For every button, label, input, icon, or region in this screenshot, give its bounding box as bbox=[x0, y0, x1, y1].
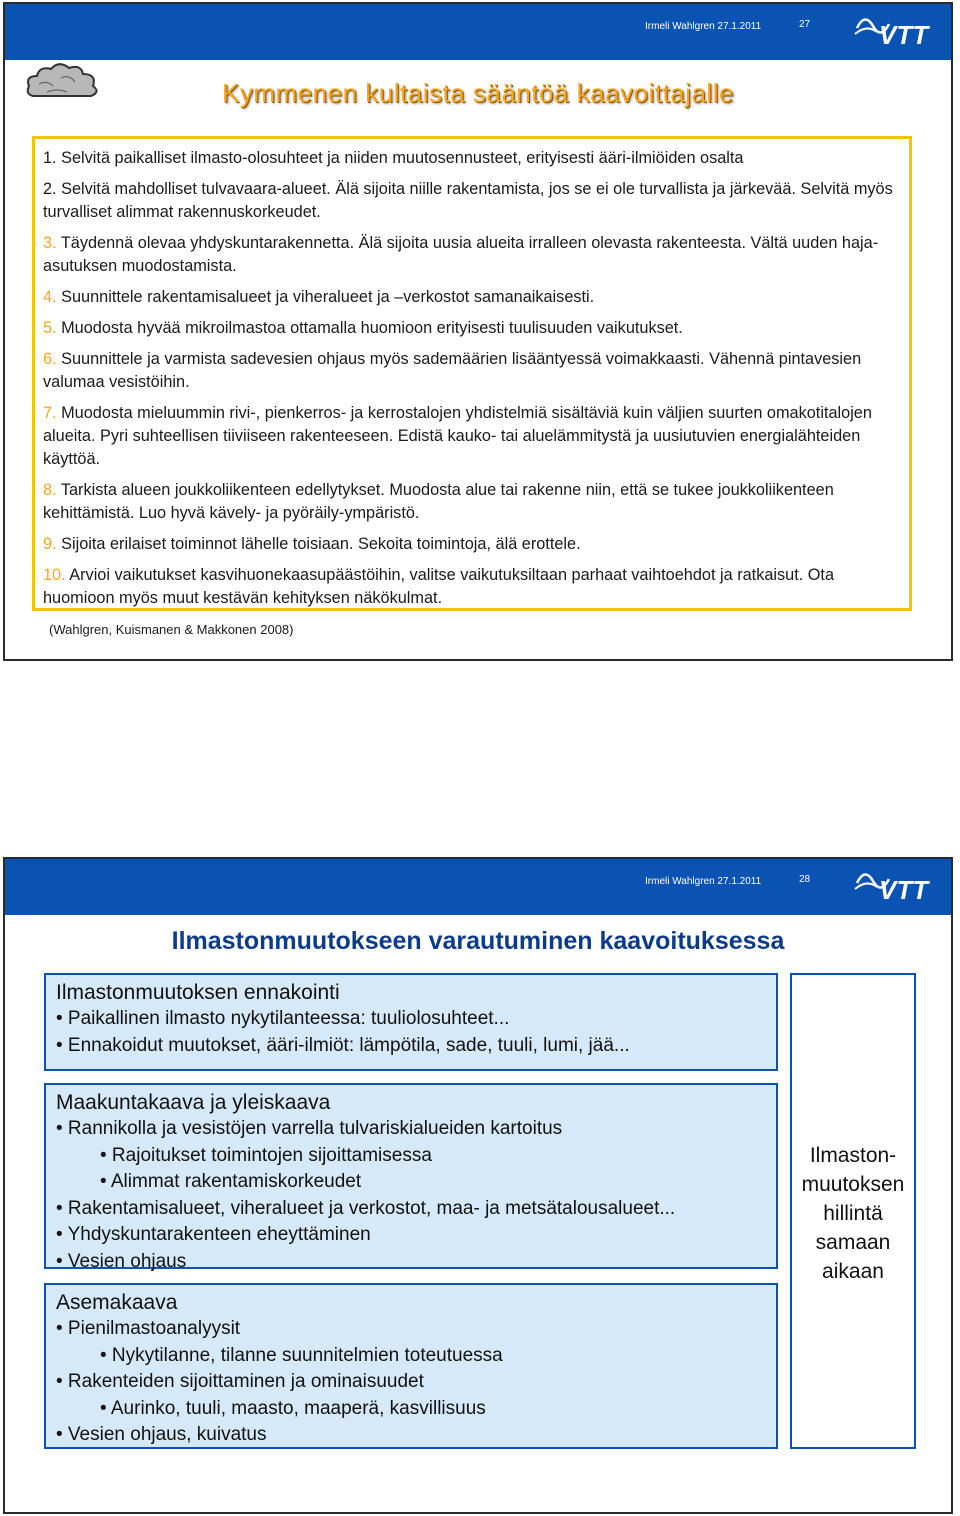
panel-maakuntakaava bbox=[44, 1083, 778, 1272]
header-page-number: 28 bbox=[799, 874, 811, 885]
list-item bbox=[43, 147, 899, 170]
list-item: • Vesien ohjaus, kuivatus bbox=[56, 1424, 267, 1445]
vtt-logo-icon bbox=[853, 865, 943, 905]
svg-text:VTT: VTT bbox=[879, 20, 929, 50]
rule-number: 4. bbox=[43, 288, 57, 306]
list-item: • Pienilmastoanalyysit bbox=[56, 1318, 241, 1339]
list-item bbox=[43, 348, 899, 394]
list-item: • Nykytilanne, tilanne suunnitelmien toteutuessa bbox=[100, 1344, 503, 1366]
rule-text: Tarkista alueen joukkoliikenteen edellytykset. Muodosta alue tai rakenne niin, että se tukee joukkoliikenteen kehittämistä. Luo hyvä kävely- ja pyöräily-ympäristö. bbox=[43, 481, 834, 522]
rule-text: Suunnittele rakentamisalueet ja viheralueet ja –verkostot samanaikaisesti. bbox=[61, 288, 595, 306]
list-item bbox=[43, 178, 899, 224]
list-item bbox=[43, 402, 899, 471]
rule-number: 5. bbox=[43, 319, 57, 337]
rule-number: 2. bbox=[43, 180, 57, 198]
slide-header bbox=[5, 4, 951, 60]
panel-heading: Ilmastonmuutoksen ennakointi bbox=[56, 981, 340, 1004]
slide-27 bbox=[3, 2, 953, 661]
rule-number: 3. bbox=[43, 234, 57, 252]
rule-number: 6. bbox=[43, 350, 57, 368]
rule-number: 7. bbox=[43, 404, 57, 422]
list-item bbox=[43, 232, 899, 278]
list-item: • Rajoitukset toimintojen sijoittamisessa bbox=[100, 1144, 432, 1166]
vtt-logo-icon bbox=[853, 10, 943, 50]
header-author-date: Irmeli Wahlgren 27.1.2011 bbox=[645, 876, 762, 887]
header-page-number: 27 bbox=[799, 19, 811, 30]
list-item: • Yhdyskuntarakenteen eheyttäminen bbox=[56, 1224, 371, 1245]
side-note-box bbox=[790, 973, 916, 1449]
rule-text: Arvioi vaikutukset kasvihuonekaasupäästöihin, valitse vaikutuksiltaan parhaat vaihtoehdot ja ratkaisut. Ota huomioon myös muut kestävän kehityksen näkökulmat. bbox=[43, 566, 835, 607]
panel-heading: Maakuntakaava ja yleiskaava bbox=[56, 1091, 331, 1114]
panel-asemakaava bbox=[44, 1283, 778, 1449]
list-item: • Aurinko, tuuli, maasto, maaperä, kasvillisuus bbox=[100, 1397, 486, 1419]
panel-heading: Asemakaava bbox=[56, 1291, 178, 1314]
list-item: • Paikallinen ilmasto nykytilanteessa: tuuliolosuhteet... bbox=[56, 1008, 510, 1029]
list-item bbox=[43, 564, 899, 610]
list-item: • Rakenteiden sijoittaminen ja ominaisuudet bbox=[56, 1371, 424, 1392]
rule-text: Muodosta hyvää mikroilmastoa ottamalla huomioon erityisesti tuulisuuden vaikutukset. bbox=[61, 319, 683, 337]
list-item bbox=[43, 317, 899, 340]
rule-number: 8. bbox=[43, 481, 57, 499]
header-author-date: Irmeli Wahlgren 27.1.2011 bbox=[645, 21, 762, 32]
rule-number: 10. bbox=[43, 566, 66, 584]
rule-text: Selvitä mahdolliset tulvavaara-alueet. Älä sijoita niille rakentamista, jos se ei ole turvallista ja järkevää. Selvitä myös turvalliset alimmat rakennuskorkeudet. bbox=[43, 180, 893, 221]
rule-text: Sijoita erilaiset toiminnot lähelle toisiaan. Sekoita toimintoja, älä erottele. bbox=[61, 535, 581, 553]
rule-text: Muodosta mieluummin rivi-, pienkerros- ja kerrostalojen yhdistelmiä sisältäviä kuin väljien suurten omakotitalojen alueita. Pyri suhteellisen tiiviiseen rakenteeseen. Edistä kauko- tai aluelämmitystä ja uusiutuvien energialähteiden käyttöä. bbox=[43, 404, 872, 468]
rule-text: Selvitä paikalliset ilmasto-olosuhteet ja niiden muutosennusteet, erityisesti ääri-ilmiöiden osalta bbox=[61, 149, 744, 167]
slide-header bbox=[5, 859, 951, 915]
rules-box bbox=[32, 136, 912, 611]
rule-number: 1. bbox=[43, 149, 57, 167]
list-item: • Vesien ohjaus bbox=[56, 1250, 187, 1272]
svg-text:VTT: VTT bbox=[879, 875, 929, 905]
list-item: • Rakentamisalueet, viheralueet ja verkostot, maa- ja metsätalousalueet... bbox=[56, 1197, 676, 1219]
list-item bbox=[43, 286, 899, 309]
source-citation: (Wahlgren, Kuismanen & Makkonen 2008) bbox=[49, 622, 294, 637]
slide-28 bbox=[3, 857, 953, 1514]
list-item bbox=[43, 479, 899, 525]
list-item: • Ennakoidut muutokset, ääri-ilmiöt: lämpötila, sade, tuuli, lumi, jää... bbox=[56, 1034, 630, 1056]
list-item bbox=[43, 533, 899, 556]
rule-text: Täydennä olevaa yhdyskuntarakennetta. Älä sijoita uusia alueita irralleen olevasta rakenteesta. Vältä uuden haja-asutuksen muodostamista. bbox=[43, 234, 879, 275]
panel-ennakointi bbox=[44, 973, 778, 1071]
slide-title: Ilmastonmuutokseen varautuminen kaavoituksessa bbox=[171, 927, 785, 955]
list-item: • Rannikolla ja vesistöjen varrella tulvariskialueiden kartoitus bbox=[56, 1118, 563, 1139]
list-item: • Alimmat rakentamiskorkeudet bbox=[100, 1171, 362, 1192]
slide-title: Kymmenen kultaista sääntöä kaavoittajalle bbox=[222, 78, 734, 108]
rule-text: Suunnittele ja varmista sadevesien ohjaus myös sademäärien lisääntyessä voimakkaasti. Vähennä pintavesien valumaa vesistöihin. bbox=[43, 350, 862, 391]
side-note-text: Ilmaston- muutoksen hillintä samaan aikaan bbox=[801, 1144, 905, 1283]
rule-number: 9. bbox=[43, 535, 57, 553]
